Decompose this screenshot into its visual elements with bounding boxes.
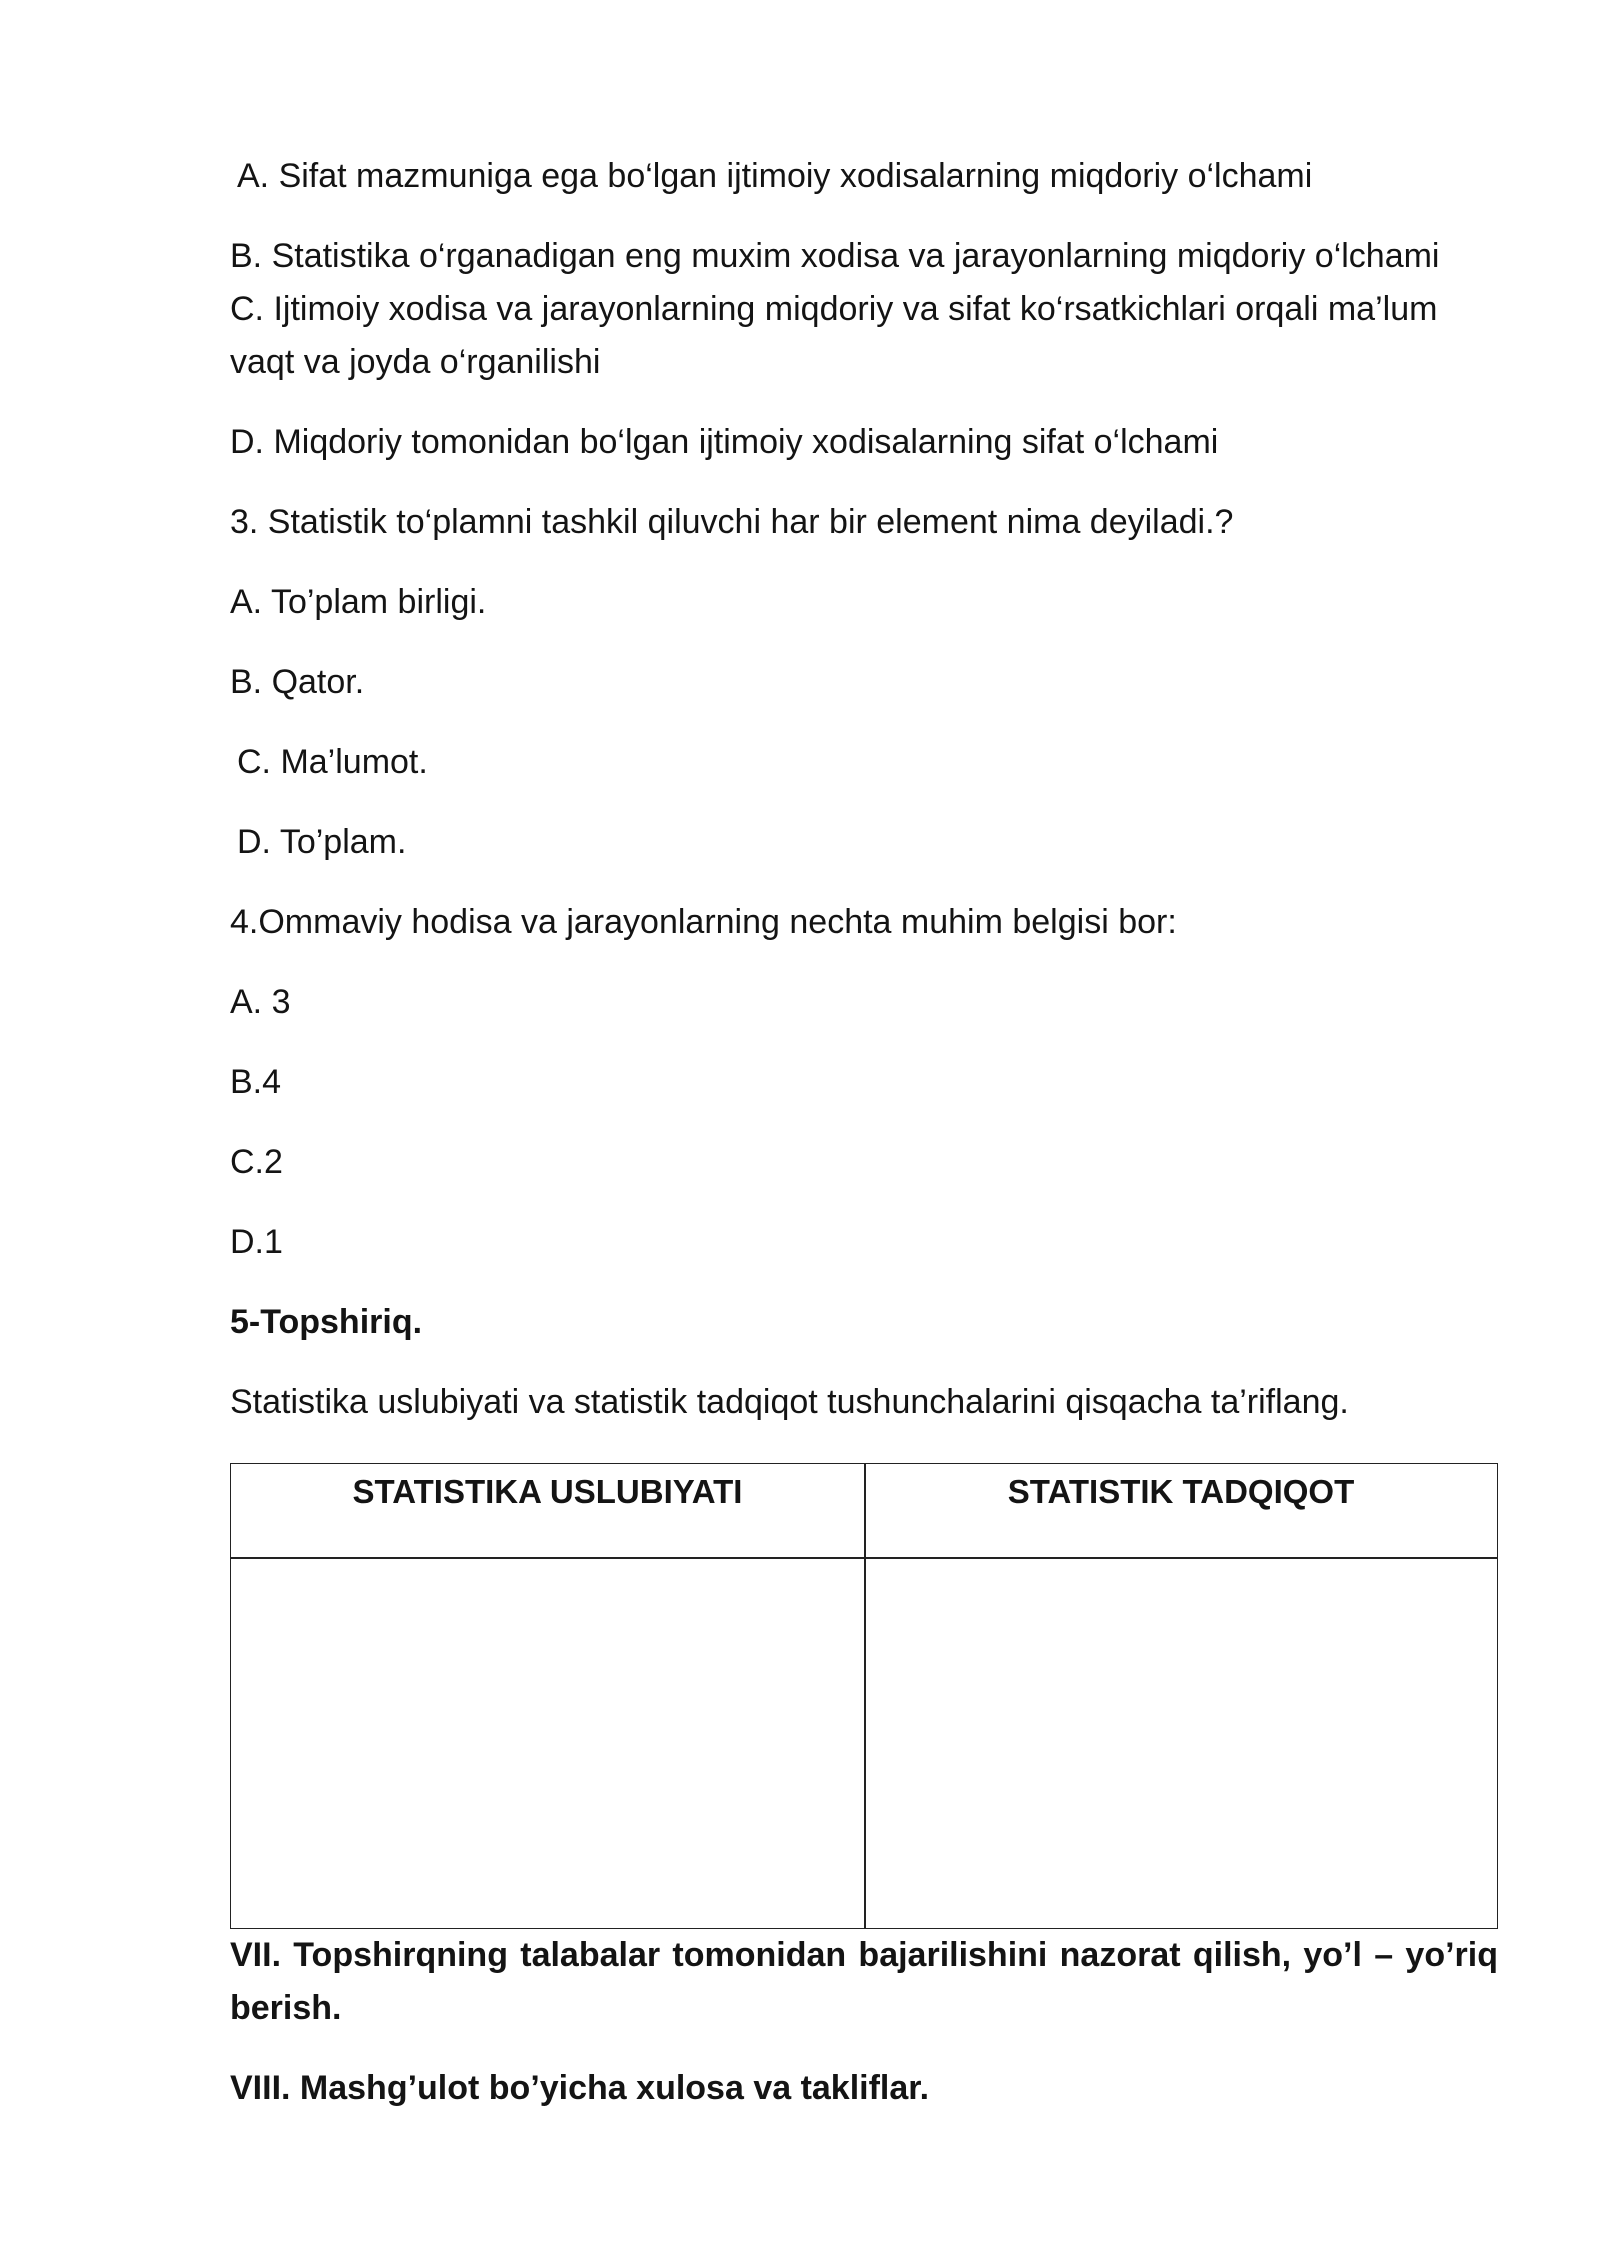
definitions-table bbox=[230, 1463, 1498, 1929]
q3-question: 3. Statistik to‘plamni tashkil qiluvchi har bir element nima deyiladi.? bbox=[230, 503, 1234, 541]
q4-option-a: A. 3 bbox=[230, 983, 291, 1021]
q3-option-a: A. To’plam birligi. bbox=[230, 583, 487, 621]
q4-option-d: D.1 bbox=[230, 1223, 283, 1261]
q4-option-c: C.2 bbox=[230, 1143, 283, 1181]
task5-instruction: Statistika uslubiyati va statistik tadqiqot tushunchalarini qisqacha ta’riflang. bbox=[230, 1383, 1349, 1421]
table-header-statistik-tadqiqot: STATISTIK TADQIQOT bbox=[1007, 1473, 1355, 1510]
q3-option-b: B. Qator. bbox=[230, 663, 365, 701]
table-cell-uslubiyati-answer[interactable] bbox=[231, 1559, 863, 1927]
q2-option-c: C. Ijtimoiy xodisa va jarayonlarning miqdoriy va sifat ko‘rsatkichlari orqali ma’lum vaqt va joyda o‘rganilishi bbox=[230, 290, 1438, 381]
section-vii: VII. Topshirqning talabalar tomonidan bajarilishini nazorat qilish, yo’l – yo’riq berish. bbox=[230, 1936, 1498, 2027]
q3-option-c: C. Ma’lumot. bbox=[237, 743, 428, 781]
section-viii: VIII. Mashg’ulot bo’yicha xulosa va takliflar. bbox=[230, 2069, 930, 2107]
q2-option-d: D. Miqdoriy tomonidan bo‘lgan ijtimoiy xodisalarning sifat o‘lchami bbox=[230, 423, 1219, 461]
q4-question: 4.Ommaviy hodisa va jarayonlarning nechta muhim belgisi bor: bbox=[230, 903, 1177, 941]
table-cell-tadqiqot-answer[interactable] bbox=[866, 1559, 1497, 1927]
q3-option-d: D. To’plam. bbox=[237, 823, 407, 861]
q2-option-a: A. Sifat mazmuniga ega bo‘lgan ijtimoiy xodisalarning miqdoriy o‘lchami bbox=[237, 157, 1313, 195]
q4-option-b: B.4 bbox=[230, 1063, 282, 1101]
table-header-statistika-uslubiyati: STATISTIKA USLUBIYATI bbox=[352, 1473, 743, 1510]
q2-option-b: B. Statistika o‘rganadigan eng muxim xodisa va jarayonlarning miqdoriy o‘lchami bbox=[230, 237, 1440, 275]
task5-heading: 5-Topshiriq. bbox=[230, 1303, 423, 1341]
